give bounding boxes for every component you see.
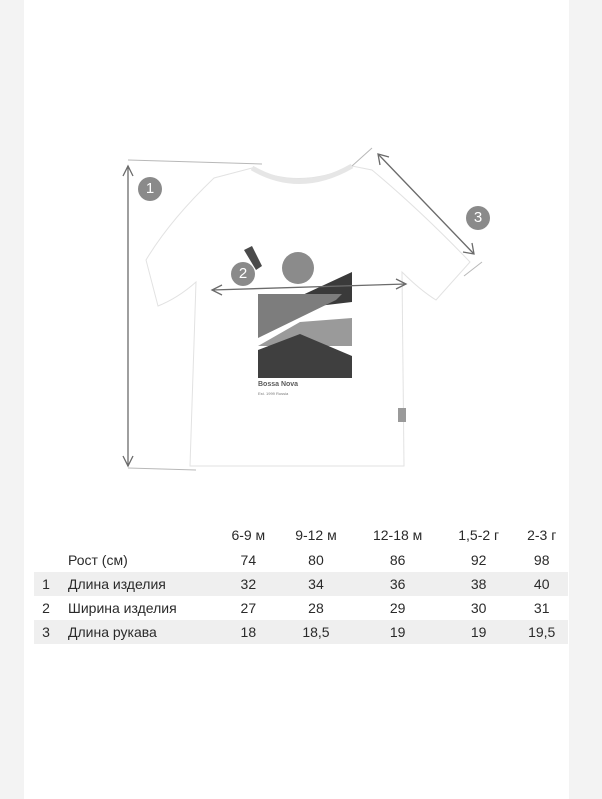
table-cell: 31 — [533, 600, 550, 616]
table-row — [34, 596, 568, 620]
size-column-header: 12-18 м — [372, 527, 423, 543]
badge-width: 2 — [231, 262, 255, 286]
row-label: Длина рукава — [58, 620, 218, 644]
table-cell: 36 — [353, 572, 442, 596]
badge-sleeve: 3 — [466, 206, 490, 230]
row-label: Длина изделия — [58, 572, 218, 596]
table-cell: 19 — [353, 620, 442, 644]
table-cell: 27 — [240, 600, 257, 616]
table-cell: 32 — [218, 572, 279, 596]
table-cell: 80 — [308, 552, 324, 568]
print-brand: Bossa Nova — [258, 381, 299, 388]
table-row — [34, 548, 568, 572]
row-index: 1 — [34, 572, 58, 596]
row-index — [34, 548, 58, 572]
table-cell: 40 — [515, 572, 568, 596]
table-cell: 30 — [470, 600, 487, 616]
print-tagline: Est. 1999 Russia — [258, 391, 289, 396]
row-index: 3 — [34, 620, 58, 644]
row-label: Рост (см) — [68, 552, 128, 568]
table-cell: 74 — [240, 552, 257, 568]
tshirt-shape — [146, 166, 470, 466]
table-cell: 29 — [389, 600, 406, 616]
tshirt-tag — [398, 408, 406, 422]
table-cell: 18,5 — [279, 620, 354, 644]
row-index: 2 — [42, 600, 50, 616]
size-column-header: 1,5-2 г — [458, 527, 500, 543]
table-cell: 92 — [470, 552, 487, 568]
table-cell: 19 — [442, 620, 516, 644]
row-label: Ширина изделия — [68, 600, 177, 616]
size-column-header: 2-3 г — [527, 527, 557, 543]
badge-length: 1 — [138, 177, 162, 201]
table-cell: 98 — [533, 552, 550, 568]
table-cell: 19,5 — [515, 620, 568, 644]
size-column-header: 6-9 м — [231, 527, 266, 543]
table-cell: 38 — [442, 572, 516, 596]
table-cell: 34 — [279, 572, 354, 596]
size-table-header — [34, 522, 568, 548]
table-cell: 28 — [308, 600, 324, 616]
table-cell: 86 — [389, 552, 406, 568]
table-row — [34, 620, 568, 644]
table-row — [34, 572, 568, 596]
table-cell: 18 — [218, 620, 279, 644]
size-table — [34, 522, 568, 644]
size-column-header: 9-12 м — [295, 527, 337, 543]
